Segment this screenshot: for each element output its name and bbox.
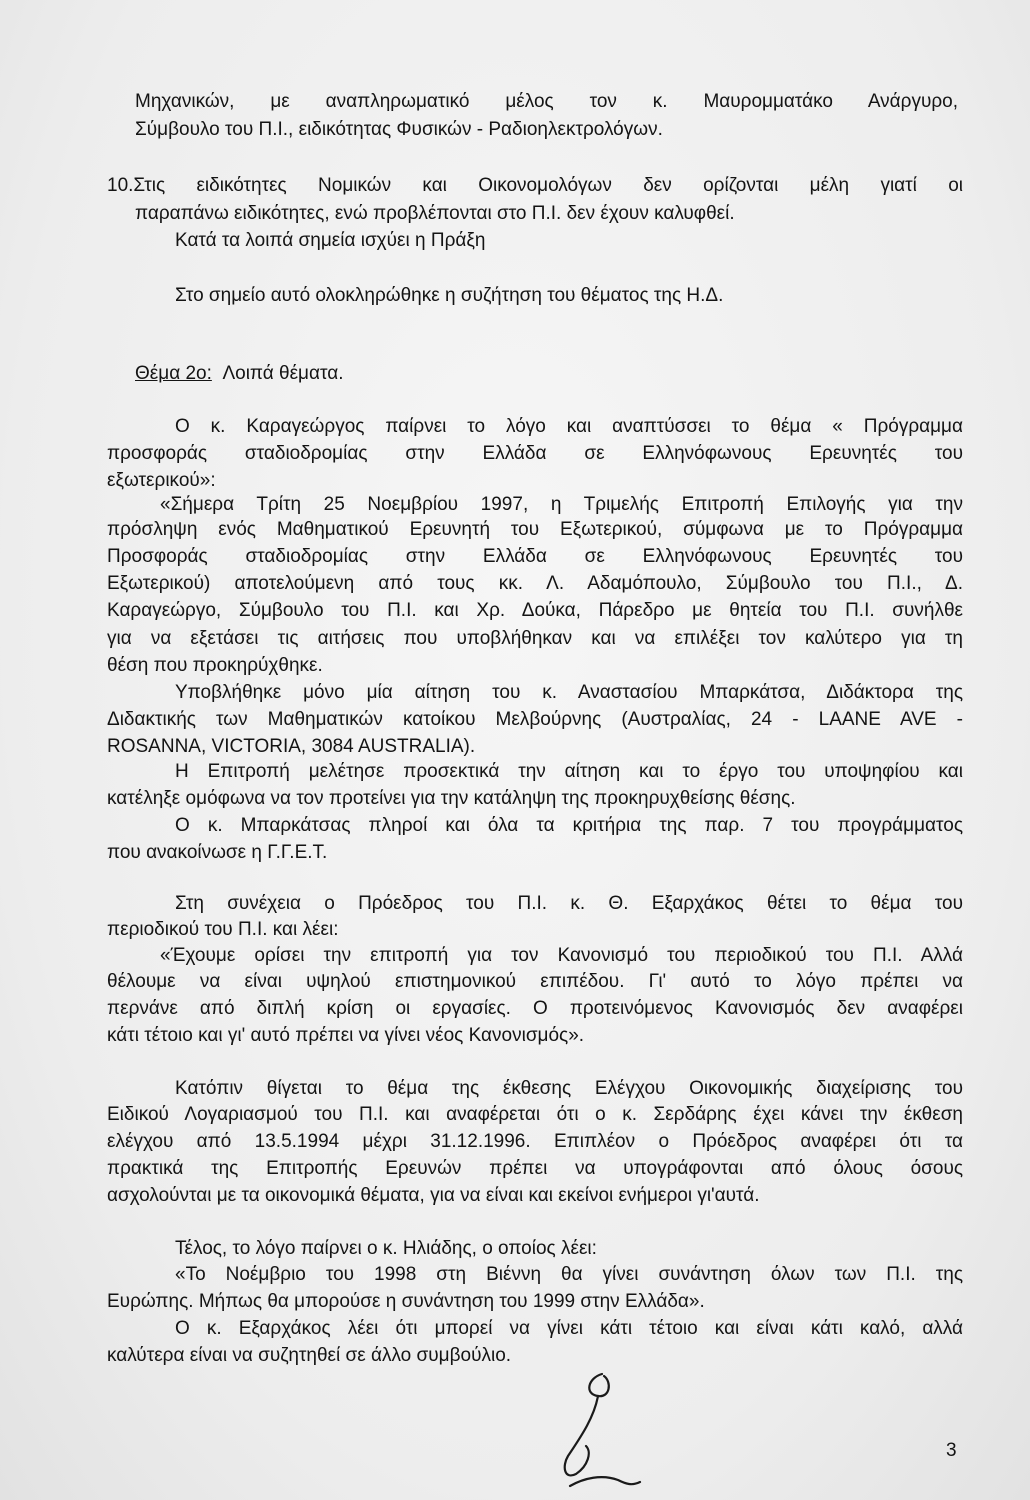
- text-line: «Έχουμε ορίσει την επιτροπή για τον Κανονισμό του περιοδικού του Π.Ι. Αλλά: [160, 945, 963, 966]
- topic-title: Λοιπά θέματα.: [222, 363, 344, 384]
- text-line: ελέγχου από 13.5.1994 μέχρι 31.12.1996. Επιπλέον ο Πρόεδρος αναφέρει ότι τα: [107, 1131, 963, 1152]
- text-line: για να εξετάσει τις αιτήσεις που υποβλήθηκαν και να επιλέξει τον καλύτερο για τη: [107, 628, 963, 649]
- text-line: Ο κ. Καραγεώργος παίρνει το λόγο και αναπτύσσει το θέμα « Πρόγραμμα: [175, 416, 963, 437]
- text-line: ασχολούνται με τα οικονομικά θέματα, για να είναι και εκείνοι ενήμεροι γι'αυτά.: [107, 1185, 760, 1206]
- text-line: πρόσληψη ενός Μαθηματικού Ερευνητή του Εξωτερικού, σύμφωνα με το Πρόγραμμα: [107, 519, 963, 540]
- text-line: προσφοράς σταδιοδρομίας στην Ελλάδα σε Ελληνόφωνους Ερευνητές του: [107, 443, 963, 464]
- text-line: «Σήμερα Τρίτη 25 Νοεμβρίου 1997, η Τριμελής Επιτροπή Επιλογής για την: [160, 494, 963, 515]
- text-line: Ο κ. Εξαρχάκος λέει ότι μπορεί να γίνει κάτι τέτοιο και είναι κάτι καλό, αλλά: [175, 1318, 963, 1339]
- text-line: Κατόπιν θίγεται το θέμα της έκθεσης Ελέγχου Οικονομικής διαχείρισης του: [175, 1078, 963, 1099]
- text-line: Σύμβουλο του Π.Ι., ειδικότητας Φυσικών - Ραδιοηλεκτρολόγων.: [135, 119, 663, 140]
- topic-number: Θέμα 2ο:: [135, 363, 212, 384]
- text-line: που ανακοίνωσε η Γ.Γ.Ε.Τ.: [107, 842, 328, 863]
- text-line: Προσφοράς σταδιοδρομίας στην Ελλάδα σε Ελληνόφωνους Ερευνητές του: [107, 546, 963, 567]
- text-line: «Το Νοέμβριο του 1998 στη Βιέννη θα γίνει συνάντηση όλων των Π.Ι. της: [175, 1264, 963, 1285]
- text-line: ROSANNA, VICTORIA, 3084 AUSTRALIA).: [107, 736, 476, 757]
- text-line: Ευρώπης. Μήπως θα μπορούσε η συνάντηση του 1999 στην Ελλάδα».: [107, 1291, 705, 1312]
- text-line: Καραγεώργο, Σύμβουλο του Π.Ι. και Χρ. Δούκα, Πάρεδρο με θητεία του Π.Ι. συνήλθε: [107, 600, 963, 621]
- text-line: 10.Στις ειδικότητες Νομικών και Οικονομολόγων δεν ορίζονται μέλη γιατί οι: [107, 175, 963, 196]
- text-line: περιοδικού του Π.Ι. και λέει:: [107, 919, 339, 940]
- text-line: Υποβλήθηκε μόνο μία αίτηση του κ. Αναστασίου Μπαρκάτσα, Διδάκτορα της: [175, 682, 963, 703]
- text-line: Στο σημείο αυτό ολοκληρώθηκε η συζήτηση του θέματος της Η.Δ.: [175, 285, 724, 306]
- text-line: κατέληξε ομόφωνα να τον προτείνει για την κατάληψη της προκηρυχθείσης θέσης.: [107, 788, 796, 809]
- text-line: Εξωτερικού) αποτελούμενη από τους κκ. Λ. Αδαμόπουλο, Σύμβουλο του Π.Ι., Δ.: [107, 573, 963, 594]
- text-line: Κατά τα λοιπά σημεία ισχύει η Πράξη: [175, 230, 486, 251]
- signature-mark: [540, 1368, 650, 1498]
- text-line: περνάνε από διπλή κρίση οι εργασίες. Ο προτεινόμενος Κανονισμός δεν αναφέρει: [107, 998, 963, 1019]
- text-line: Τέλος, το λόγο παίρνει ο κ. Ηλιάδης, ο οποίος λέει:: [175, 1238, 597, 1259]
- text-line: Στη συνέχεια ο Πρόεδρος του Π.Ι. κ. Θ. Εξαρχάκος θέτει το θέμα του: [175, 893, 963, 914]
- text-line: Ο κ. Μπαρκάτσας πληροί και όλα τα κριτήρια της παρ. 7 του προγράμματος: [175, 815, 963, 836]
- text-line: θέλουμε να είναι υψηλού επιστημονικού επιπέδου. Γι' αυτό το λόγο πρέπει να: [107, 971, 963, 992]
- text-line: παραπάνω ειδικότητες, ενώ προβλέπονται στο Π.Ι. δεν έχουν καλυφθεί.: [135, 203, 735, 224]
- text-line: θέση που προκηρύχθηκε.: [107, 655, 323, 676]
- text-line: κάτι τέτοιο και γι' αυτό πρέπει να γίνει νέος Κανονισμός».: [107, 1025, 585, 1046]
- page-number: 3: [946, 1440, 957, 1461]
- text-line: Μηχανικών, με αναπληρωματικό μέλος τον κ. Μαυρομματάκο Ανάργυρο,: [135, 91, 958, 112]
- text-line: εξωτερικού»:: [107, 470, 216, 491]
- text-line: καλύτερα είναι να συζητηθεί σε άλλο συμβούλιο.: [107, 1345, 512, 1366]
- text-line: πρακτικά της Επιτροπής Ερευνών πρέπει να υπογράφονται από όλους όσους: [107, 1158, 963, 1179]
- text-line: Ειδικού Λογαριασμού του Π.Ι. και αναφέρεται ότι ο κ. Σερδάρης έχει κάνει την έκθεση: [107, 1104, 963, 1125]
- topic-heading: [135, 362, 344, 386]
- text-line: Η Επιτροπή μελέτησε προσεκτικά την αίτηση και το έργο του υποψηφίου και: [175, 761, 963, 782]
- text-line: Διδακτικής των Μαθηματικών κατοίκου Μελβούρνης (Αυστραλίας, 24 - LAANE AVE -: [107, 709, 963, 730]
